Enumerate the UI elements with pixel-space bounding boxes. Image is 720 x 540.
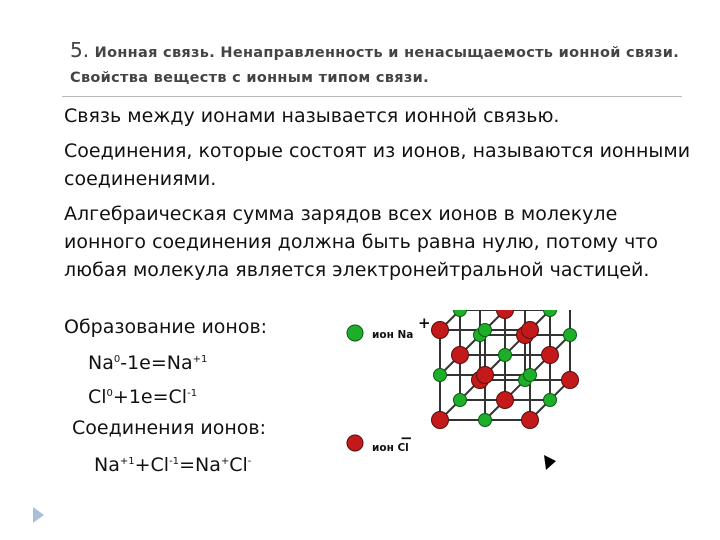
slide-body — [64, 102, 704, 291]
cl-ion-ball — [452, 347, 469, 364]
title-number: 5. — [70, 38, 90, 62]
cl-ion-ball — [477, 367, 494, 384]
na-ion-ball — [479, 324, 492, 337]
legend-cl-label: ион Cl — [372, 442, 409, 454]
cl-ion-ball — [522, 412, 539, 429]
paragraph-ionic-bond: Связь между ионами называется ионной связью. — [64, 105, 560, 127]
cl-ion-ball — [497, 392, 514, 409]
slide-title — [70, 38, 690, 90]
cl-ion-ball — [432, 322, 449, 339]
na-ion-ball — [564, 329, 577, 342]
cl-ion-ball — [522, 322, 539, 339]
nacl-crystal-lattice — [340, 310, 590, 500]
equation-na: $Na^0-1e=Na^{+1}$ — [88, 352, 208, 374]
equation-nacl: $Na^{+1}+Cl^{-1}=Na^+Cl^-$ — [94, 454, 252, 476]
title-text: Ионная связь. Ненаправленность и ненасыщаемость ионной связи. Свойства веществ с ионным типом связи. — [70, 45, 680, 86]
na-ion-ball — [454, 394, 467, 407]
legend-na-ion — [347, 314, 431, 341]
equation-cl: $Cl^0+1e=Cl^{-1}$ — [88, 386, 198, 408]
legend-na-sign: + — [418, 314, 431, 332]
na-ion-ball — [479, 414, 492, 427]
legend-na-label: ион Na — [372, 329, 414, 341]
cl-ion-ball — [432, 412, 449, 429]
na-ion-ball — [434, 369, 447, 382]
cl-ion-ball — [562, 372, 579, 389]
legend-na-ion-ball — [347, 325, 363, 341]
na-ion-ball — [499, 349, 512, 362]
formation-label: Образование ионов: — [64, 316, 268, 338]
paragraph-ionic-compounds: Соединения, которые состоят из ионов, называются ионными соединениями. — [64, 140, 691, 190]
compounds-label: Соединения ионов: — [72, 417, 267, 439]
na-ion-ball — [544, 394, 557, 407]
slide-nav-arrow-icon[interactable] — [33, 507, 44, 523]
legend-cl-sign: − — [400, 429, 413, 447]
legend-cl-ion — [347, 429, 413, 454]
title-divider — [62, 96, 682, 97]
legend-cl-ion-ball — [347, 435, 363, 451]
paragraph-charge-sum: Алгебраическая сумма зарядов всех ионов в молекуле ионного соединения должна быть равна нулю, потому что любая молекула является электронейтральной частицей. — [64, 203, 659, 281]
lattice-arrow-marker — [544, 455, 556, 470]
na-ion-ball — [524, 369, 537, 382]
cl-ion-ball — [542, 347, 559, 364]
